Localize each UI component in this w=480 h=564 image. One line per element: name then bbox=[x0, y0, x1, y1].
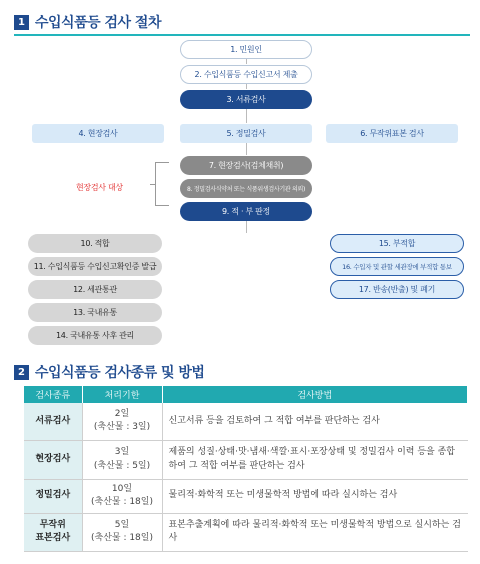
step-4-field-inspection: 4. 현장검사 bbox=[32, 124, 164, 143]
table-row bbox=[24, 513, 468, 551]
section1-number: 1 bbox=[14, 15, 29, 30]
row-period: 5일 (축산물 : 18일) bbox=[82, 513, 162, 551]
step-6-random-sample-inspection: 6. 무작위표본 검사 bbox=[326, 124, 458, 143]
header-method: 검사방법 bbox=[162, 386, 468, 403]
section1-heading bbox=[14, 12, 161, 32]
row-period: 2일 (축산물 : 3일) bbox=[82, 403, 162, 440]
row-period: 3일 (축산물 : 5일) bbox=[82, 440, 162, 479]
step-3-document-inspection: 3. 서류검사 bbox=[180, 90, 312, 109]
inspection-methods-table bbox=[24, 386, 468, 552]
bracket bbox=[155, 162, 169, 206]
table-row bbox=[24, 479, 468, 513]
section1-rule bbox=[14, 34, 470, 36]
step-13-domestic-distribution: 13. 국내유통 bbox=[28, 303, 162, 322]
step-15-fail: 15. 부적합 bbox=[330, 234, 464, 253]
row-method: 표본추출계획에 따라 물리적·화학적 또는 미생물학적 방법으로 실시하는 검사 bbox=[162, 513, 468, 551]
step-11-certificate-issue: 11. 수입식품등 수입신고확인증 발급 bbox=[28, 257, 162, 276]
connector bbox=[246, 108, 247, 123]
connector bbox=[246, 143, 247, 155]
step-14-post-market-management: 14. 국내유통 사후 관리 bbox=[28, 326, 162, 345]
section1-title: 수입식품등 검사 절차 bbox=[35, 15, 161, 31]
row-method: 제품의 성질·상태·맛·냄새·색깔·표시·포장상태 및 정밀검사 이력 등을 종합하여 그 적합 여부를 판단하는 검사 bbox=[162, 440, 468, 479]
step-7-sample-collection: 7. 현장검사(검체채취) bbox=[180, 156, 312, 175]
row-method: 물리적·화학적 또는 미생물학적 방법에 따라 실시하는 검사 bbox=[162, 479, 468, 513]
row-kind: 현장검사 bbox=[24, 440, 82, 479]
table-row bbox=[24, 440, 468, 479]
row-kind: 무작위 표본검사 bbox=[24, 513, 82, 551]
row-method: 신고서류 등을 검토하여 그 적합 여부를 판단하는 검사 bbox=[162, 403, 468, 440]
header-period: 처리기한 bbox=[82, 386, 162, 403]
row-kind: 서류검사 bbox=[24, 403, 82, 440]
table-row bbox=[24, 403, 468, 440]
row-period: 10일 (축산물 : 18일) bbox=[82, 479, 162, 513]
field-inspection-target-label: 현장검사 대상 bbox=[76, 183, 123, 192]
step-12-customs-clearance: 12. 세관통관 bbox=[28, 280, 162, 299]
section2-title: 수입식품등 검사종류 및 방법 bbox=[35, 365, 205, 381]
step-16-fail-notice: 16. 수입자 및 관할 세관장에 부적합 통보 bbox=[330, 257, 464, 276]
row-kind: 정밀검사 bbox=[24, 479, 82, 513]
step-8-lab-request: 8. 정밀검사식약처 또는 식품위생검사기관 의뢰) bbox=[180, 179, 312, 198]
table-header-row bbox=[24, 386, 468, 403]
step-1-applicant: 1. 민원인 bbox=[180, 40, 312, 59]
step-10-pass: 10. 적합 bbox=[28, 234, 162, 253]
header-kind: 검사종류 bbox=[24, 386, 82, 403]
step-9-judgement: 9. 적 · 부 판정 bbox=[180, 202, 312, 221]
step-2-submit-report: 2. 수입식품등 수입신고서 제출 bbox=[180, 65, 312, 84]
section2-heading bbox=[14, 362, 204, 382]
connector bbox=[246, 221, 247, 233]
section2-number: 2 bbox=[14, 365, 29, 380]
step-5-lab-inspection: 5. 정밀검사 bbox=[180, 124, 312, 143]
step-17-return-disposal: 17. 반송(반출) 및 폐기 bbox=[330, 280, 464, 299]
